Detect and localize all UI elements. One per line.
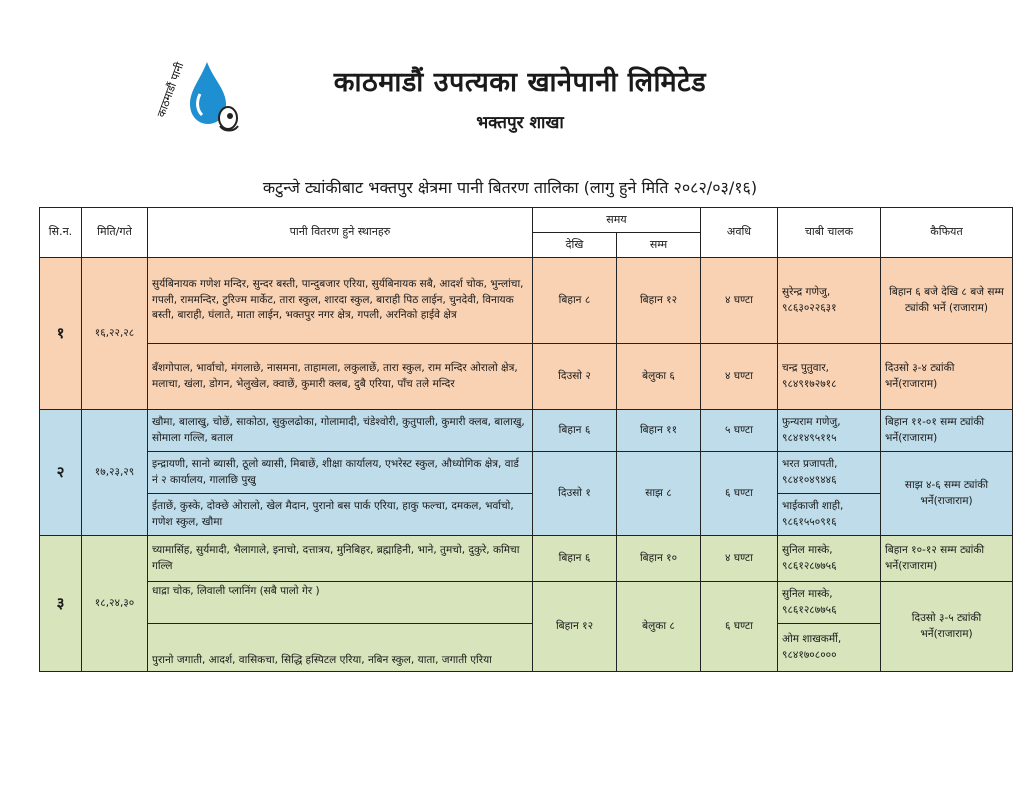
from-cell: दिउसो २ [533, 344, 617, 410]
valve-operator-cell: ओम शाखकर्मी, ९८४१७०८००० [778, 624, 881, 672]
to-cell: बिहान १२ [617, 258, 701, 344]
table-row [40, 624, 1013, 672]
valve-operator-cell: सुनिल मास्के, ९८६१२८७७५६ [778, 582, 881, 624]
duration-cell: ४ घण्टा [701, 536, 778, 582]
valve-operator-cell: सुरेन्द्र गणेजु, ९८६३०२२६३१ [778, 258, 881, 344]
from-cell: दिउसो १ [533, 452, 617, 536]
to-cell: साझ ८ [617, 452, 701, 536]
header-sn: सि.न. [40, 208, 82, 258]
locations-cell: खौमा, बालाखु, चोछें, साकोठा, सुकुलढोका, गोलामादी, चंडेश्वोरी, कुतुपाली, कुमारी क्लब, बालाखु, सोमाला गल्लि, बताल [148, 410, 533, 452]
valve-operator-cell: फुन्यराम गणेजु, ९८४१४९५११५ [778, 410, 881, 452]
kukl-logo [150, 58, 250, 158]
locations-cell: धाद्रा चोक, लिवाली प्लानिंग (सबै पालो गेर ) [148, 582, 533, 624]
header-dates: मिति/गते [82, 208, 148, 258]
group-sn: ३ [40, 536, 82, 672]
duration-cell: ५ घण्टा [701, 410, 778, 452]
group-dates: १६,२२,२८ [82, 258, 148, 410]
remarks-cell: दिउसो ३-४ ट्यांकी भर्ने(राजाराम) [881, 344, 1013, 410]
valve-operator-cell: भरत प्रजापती, ९८४१०४९४४६ [778, 452, 881, 494]
distribution-schedule-table [39, 207, 1013, 672]
to-cell: बिहान १० [617, 536, 701, 582]
table-row [40, 344, 1013, 410]
group-dates: १७,२३,२९ [82, 410, 148, 536]
locations-cell: पुरानो जगाती, आदर्श, वासिकचा, सिद्धि हस्पिटल एरिया, नबिन स्कुल, याता, जगाती एरिया [148, 624, 533, 672]
table-row [40, 494, 1013, 536]
remarks-cell: बिहान ११-०१ सम्म ट्यांकी भर्ने(राजाराम) [881, 410, 1013, 452]
table-row [40, 452, 1013, 494]
to-cell: बेलुका ८ [617, 582, 701, 672]
valve-operator-cell: सुनिल मास्के, ९८६१२८७७५६ [778, 536, 881, 582]
locations-cell: सुर्यबिनायक गणेश मन्दिर, सुन्दर बस्ती, पान्दुबजार एरिया, सुर्यबिनायक सबै, आदर्श चोक, भुन्लांचा, गपली, राममन्दिर, टुरिज्म मार्केट, तारा स्कुल, शारदा स्कुल, बाराही पिठ लाईन, चुनदेवी, विनायक बस्ती, बाराही, घंलाते, माता लाईन, भक्तपुर नगर क्षेत्र, गपली, अरनिको हाईवे क्षेत्र [148, 258, 533, 344]
group-sn: १ [40, 258, 82, 410]
locations-cell: बँशगोपाल, भार्वाचो, मंगलाछे, नासमना, ताहामला, लकुलाछें, तारा स्कुल, राम मन्दिर ओरालो क्षेत्र, मलाचा, खंला, डोगन, भेलुखेल, क्वाछें, कुमारी क्लब, दुबै एरिया, पाँच तले मन्दिर [148, 344, 533, 410]
locations-cell: च्यामासिंह, सुर्यमादी, भैलागाले, इनाचो, दत्तात्रय, मुनिबिहर, ब्रह्माहिनी, भाने, तुमचो, दुकुरे, कमिचा गल्लि [148, 536, 533, 582]
from-cell: बिहान ६ [533, 536, 617, 582]
to-cell: बेलुका ६ [617, 344, 701, 410]
valve-operator-cell: भाईकाजी शाही, ९८६१५५०९१६ [778, 494, 881, 536]
table-row [40, 410, 1013, 452]
organization-name: काठमाडौं उपत्यका खानेपानी लिमिटेड [333, 67, 707, 98]
from-cell: बिहान ८ [533, 258, 617, 344]
to-cell: बिहान ११ [617, 410, 701, 452]
from-cell: बिहान १२ [533, 582, 617, 672]
header-to: सम्म [617, 233, 701, 258]
remarks-cell: दिउसो ३-५ ट्यांकी भर्ने(राजाराम) [881, 582, 1013, 672]
header-time: समय [533, 208, 701, 233]
locations-cell: इन्द्रायणी, सानो ब्यासी, ठूलो ब्यासी, मिबाछें, शीक्षा कार्यालय, एभरेस्ट स्कुल, औध्योगिक क्षेत्र, वार्ड नं २ कार्यालय, गालाछि पुखु [148, 452, 533, 494]
remarks-cell: साझ ४-६ सम्म ट्यांकी भर्ने(राजाराम) [881, 452, 1013, 536]
duration-cell: ६ घण्टा [701, 452, 778, 536]
logo-text: काठमाडौं पानी [154, 60, 187, 120]
header-remarks: कैफियत [881, 208, 1013, 258]
remarks-cell: बिहान १०-१२ सम्म ट्यांकी भर्ने(राजाराम) [881, 536, 1013, 582]
duration-cell: ४ घण्टा [701, 344, 778, 410]
table-row [40, 258, 1013, 344]
remarks-cell: बिहान ६ बजे देखि ८ बजे सम्म ट्यांकी भर्ने (राजाराम) [881, 258, 1013, 344]
duration-cell: ६ घण्टा [701, 582, 778, 672]
locations-cell: ईताछें, कुस्के, दोक्छे ओरालो, खेल मैदान, पुरानो बस पार्क एरिया, हाकु फल्चा, दमकल, भर्वाचो, गणेश स्कुल, खौमा [148, 494, 533, 536]
duration-cell: ४ घण्टा [701, 258, 778, 344]
group-dates: १८,२४,३० [82, 536, 148, 672]
from-cell: बिहान ६ [533, 410, 617, 452]
table-row [40, 582, 1013, 624]
header-duration: अवधि [701, 208, 778, 258]
branch-name: भक्तपुर शाखा [476, 113, 564, 133]
table-row [40, 536, 1013, 582]
header-locations: पानी वितरण हुने स्थानहरु [148, 208, 533, 258]
header-valve-operator: चाबी चालक [778, 208, 881, 258]
valve-operator-cell: चन्द्र पुतुवार, ९८४९१७२७१८ [778, 344, 881, 410]
header-from: देखि [533, 233, 617, 258]
schedule-title: कटुन्जे ट्यांकीबाट भक्तपुर क्षेत्रमा पानी बितरण तालिका (लागु हुने मिति २०८२/०३/१६) [262, 178, 758, 197]
group-sn: २ [40, 410, 82, 536]
